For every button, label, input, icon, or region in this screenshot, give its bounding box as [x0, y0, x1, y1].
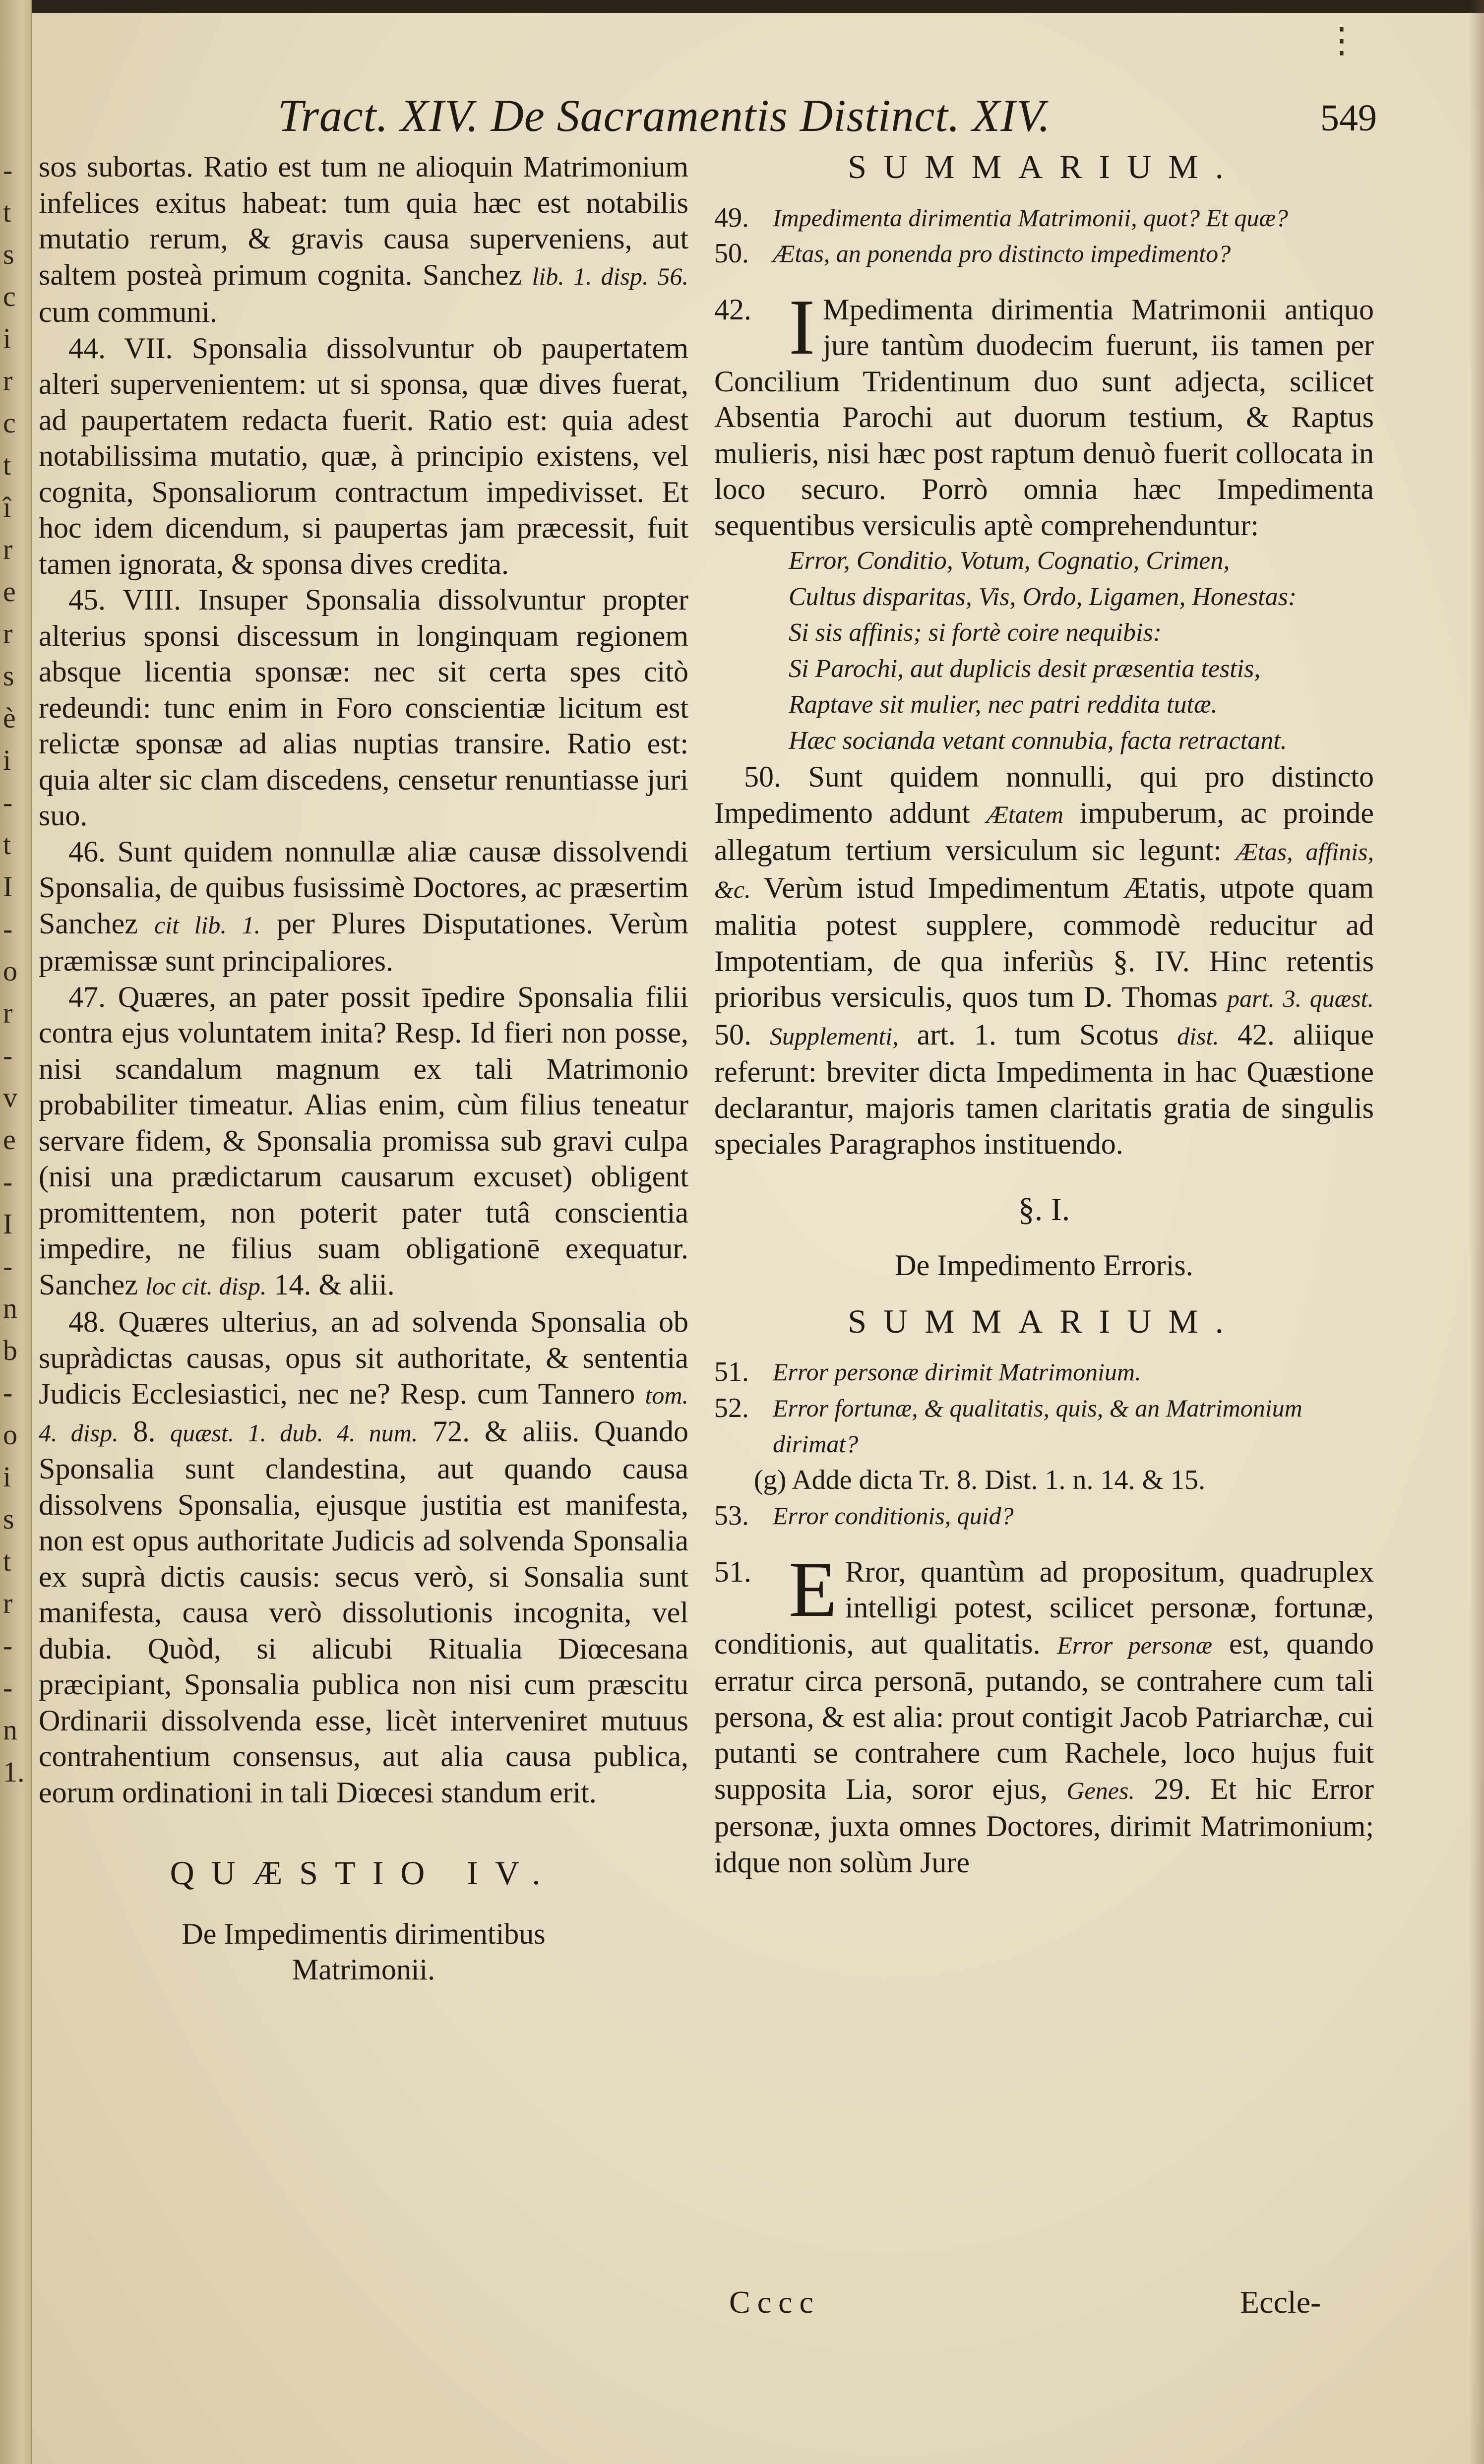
- edge-letter: o: [3, 955, 17, 987]
- paragraph-text: per Plures Disputationes. Verùm præmissæ sunt principaliores.: [39, 907, 688, 977]
- edge-letter: r: [3, 617, 13, 650]
- scan-top-edge: [0, 0, 1484, 13]
- signature-mark: Cccc: [729, 2284, 820, 2320]
- citation: tom. 4. disp.: [39, 1381, 688, 1447]
- paragraph-number: 45.: [68, 583, 106, 616]
- paragraph-text: cum communi.: [39, 296, 217, 328]
- catchword: Eccle-: [1240, 2284, 1321, 2320]
- citation: part. 3. quæst.: [1227, 985, 1374, 1012]
- edge-letter: I: [3, 870, 13, 903]
- verse-block: [714, 543, 1374, 759]
- edge-letter: -: [3, 1376, 13, 1409]
- quaestio-title-line-1: De Impedimentis dirimentibus: [182, 1917, 546, 1950]
- paragraph-text: Sunt quidem nonnullæ aliæ causæ dissolvendi Sponsalia, de quibus fusissimè Doctores, ac præsertim Sanchez: [39, 835, 688, 940]
- edge-letter: s: [3, 238, 14, 270]
- paragraph-text: Rror, quantùm ad propositum, quadruplex intelligi potest, scilicet personæ, fortunæ, conditionis, aut qualitatis.: [714, 1555, 1374, 1660]
- citation: Supplementi,: [769, 1022, 899, 1050]
- paragraph-text: Quæres ulterius, an ad solvenda Sponsalia ob supràdictas causas, opus sit authoritate, & sententia Judicis Ecclesiastici, nec ne? Resp. cum Tannero: [39, 1305, 688, 1410]
- paragraph-47: [39, 979, 688, 1304]
- spacer: [714, 1228, 1374, 1247]
- edge-letters: [3, 149, 26, 1793]
- edge-letter: 1.: [3, 1756, 25, 1788]
- summarium-number: 53.: [714, 1500, 749, 1531]
- summarium-list: [714, 200, 1374, 272]
- paragraph-text: Mpedimenta dirimentia Matrimonii antiquo jure tantùm duodecim fuerunt, iis tamen per Concilium Tridentinum duo sunt adjecta, scilicet Absentia Parochi aut duorum testium, & Raptus mulieris, nisi hæc post raptum denuò fuerit collocata in loco securo. Porrò omnia hæc Impedimenta sequentibus versiculis aptè comprehenduntur:: [714, 293, 1374, 542]
- footnote-text: (g) Adde dicta Tr. 8. Dist. 1. n. 14. & 15.: [754, 1464, 1206, 1495]
- summarium-list: [714, 1354, 1374, 1534]
- paragraph-text: 42. aliique referunt: breviter dicta Impedimenta in hac Quæstione declarantur, majoris tamen claritatis gratia de singulis speciales Paragraphos instituendo.: [714, 1018, 1374, 1160]
- summarium-number: 51.: [714, 1356, 749, 1387]
- edge-letter: s: [3, 660, 14, 692]
- paragraph-48: [39, 1304, 688, 1810]
- right-column: [714, 149, 1374, 1880]
- edge-letter: -: [3, 1166, 13, 1198]
- paragraph-text: 29. Et hic Error personæ, juxta omnes Doctores, dirimit Matrimonium; idque non solùm Jure: [714, 1772, 1374, 1879]
- spacer: [39, 1891, 688, 1916]
- italic-term: Error personæ: [1057, 1631, 1213, 1659]
- citation: dist.: [1177, 1022, 1219, 1050]
- paragraph-text: 72. & aliis. Quando Sponsalia sunt clandestina, aut quando causa dissolvens Sponsalia, ejusque justitia est manifesta, non est opus authoritate Judicis ad solvenda Sponsalia ex suprà dictis causis: secus verò, si Sonsalia sunt manifesta, causa verò dissolutionis incognita, vel dubia. Quòd, si alicubi Ritualia Diœcesana præcipiant, Sponsalia publica non nisi cum præscitu Ordinarii dissolvenda esse, licèt interveniret mutuus contrahentium consensus, aut alia causa publica, eorum ordinationi in tali Diœcesi standum erit.: [39, 1415, 689, 1809]
- paragraph-number: 48.: [68, 1305, 106, 1338]
- edge-letter: -: [3, 1039, 13, 1071]
- edge-letter: t: [3, 1545, 11, 1577]
- paragraph-text: art. 1. tum Scotus: [917, 1018, 1159, 1051]
- edge-letter: r: [3, 1587, 13, 1619]
- paragraph-text: sos subortas. Ratio est tum ne alioquin Matrimonium infelices exitus habeat: tum quia hæc est notabilis mutatio rerum, & gravis causa superveniens, aut saltem posteà primum cognita. Sanchez: [39, 150, 688, 291]
- summarium-text: Error conditionis, quid?: [773, 1502, 1014, 1530]
- paragraph-text: impuberum, ac proinde allegatum tertium versiculum sic legunt:: [714, 796, 1374, 866]
- paragraph-42: [714, 282, 1374, 544]
- verse-line: Error, Conditio, Votum, Cognatio, Crimen,: [789, 547, 1230, 575]
- summarium-text: Error personæ dirimit Matrimonium.: [773, 1358, 1141, 1386]
- paragraph-text: VIII. Insuper Sponsalia dissolvuntur propter alterius sponsi discessum in longinquam regionem absque licentia sponsæ: nec sit certa spes citò redeundi: tunc enim in Foro conscientiæ licitum est relictæ sponsæ ad alias nuptias transire. Ratio est: quia alter sic clam discedens, censetur renuntiasse juri suo.: [39, 583, 689, 832]
- paragraph-50: [714, 759, 1374, 1162]
- spacer: [714, 1162, 1374, 1192]
- footnote: [714, 1462, 1374, 1498]
- edge-letter: e: [3, 575, 16, 608]
- paragraph-text: 50.: [714, 1018, 751, 1051]
- left-column: [39, 149, 688, 1988]
- edge-letter: c: [3, 407, 16, 439]
- paragraph-text: VII. Sponsalia dissolvuntur ob paupertatem alteri supervenientem: ut si sponsa, quæ dives fuerat, ad paupertatem redacta fuerit. Ratio est: quia adest notabilissima mutatio, quæ, à principio existens, vel cognita, Sponsaliorum contractum impedivisset. Et hoc idem dicendum, si paupertas jam præcessit, fuit tamen ignorata, & sponsa dives credita.: [39, 331, 688, 580]
- edge-letter: r: [3, 365, 13, 397]
- quaestio-title-line-2: Matrimonii.: [292, 1953, 435, 1986]
- edge-letter: b: [3, 1334, 17, 1366]
- edge-letter: n: [3, 1714, 17, 1746]
- citation: lib. 1. disp. 56.: [532, 262, 688, 290]
- page-number: 549: [1320, 97, 1377, 139]
- edge-letter: i: [3, 744, 11, 776]
- citation: Genes.: [1066, 1776, 1135, 1804]
- paragraph-51: [714, 1544, 1374, 1881]
- summarium-number: 50.: [714, 238, 749, 269]
- verse-line: Raptave sit mulier, nec patri reddita tutæ.: [789, 690, 1218, 719]
- edge-letter: è: [3, 702, 16, 734]
- edge-letter: -: [3, 913, 13, 945]
- edge-letter: s: [3, 1503, 14, 1535]
- summarium-heading: SUMMARIUM.: [848, 148, 1240, 185]
- edge-letter: -: [3, 1250, 13, 1282]
- paragraph-number: 50.: [744, 760, 781, 793]
- summarium-item: [714, 1390, 1374, 1462]
- paragraph-45: [39, 582, 688, 834]
- spacer: [39, 1810, 688, 1855]
- drop-capital: E: [789, 1544, 837, 1633]
- summarium-text: Ætas, an ponenda pro distincto impedimento?: [773, 240, 1231, 267]
- paragraph-text: est, quando erratur circa personā, putando, se contrahere cum tali persona, & est alia: prout contigit Jacob Patriarchæ, cui putanti se contrahere cum Rachele, loco hujus fuit supposita Lia, soror ejus,: [714, 1627, 1374, 1805]
- edge-letter: i: [3, 322, 11, 355]
- edge-letter: c: [3, 280, 16, 312]
- section-title: De Impedimento Erroris.: [895, 1249, 1193, 1282]
- paragraph-text: Sunt quidem nonnulli, qui pro distincto Impedimento addunt: [714, 760, 1374, 829]
- summarium-number: 49.: [714, 202, 749, 233]
- paragraph-text: 8.: [133, 1415, 156, 1448]
- summarium-item: [714, 200, 1374, 236]
- quaestio-heading: QUÆSTIO IV.: [170, 1854, 557, 1892]
- edge-letter: I: [3, 1208, 13, 1240]
- paragraph-text: 14. & alii.: [274, 1268, 395, 1301]
- page-fold-shadow: [1469, 0, 1484, 2464]
- edge-letter: r: [3, 533, 13, 565]
- spacer: [714, 1284, 1374, 1303]
- edge-letter: t: [3, 449, 11, 481]
- section-mark: §. I.: [1018, 1191, 1070, 1228]
- summarium-text: Impedimenta dirimentia Matrimonii, quot? Et quæ?: [773, 203, 1288, 232]
- verse-line: Si Parochi, aut duplicis desit præsentia testis,: [789, 654, 1261, 683]
- summarium-number: 52.: [714, 1392, 749, 1423]
- spacer: [714, 185, 1374, 200]
- spacer: [714, 1339, 1374, 1354]
- edge-letter: r: [3, 997, 13, 1029]
- edge-letter: î: [3, 491, 11, 523]
- paragraph-continued: [39, 149, 688, 330]
- edge-letter: -: [3, 1629, 13, 1662]
- edge-letter: t: [3, 828, 11, 861]
- paragraph-number: 46.: [68, 835, 106, 868]
- summarium-item: [714, 236, 1374, 272]
- verse-line: Hæc socianda vetant connubia, facta retractant.: [789, 726, 1287, 755]
- edge-letter: e: [3, 1123, 16, 1156]
- edge-letter: v: [3, 1081, 17, 1113]
- verse-line: Cultus disparitas, Vis, Ordo, Ligamen, Honestas:: [789, 582, 1297, 611]
- italic-term: Ætatem: [986, 800, 1063, 828]
- italic-term: Ætas, affinis, &c.: [714, 838, 1374, 903]
- library-mark: ⋮: [1324, 20, 1359, 61]
- citation: cit lib. 1.: [154, 911, 261, 939]
- summarium-item: [714, 1498, 1374, 1534]
- edge-letter: -: [3, 154, 13, 186]
- drop-capital: I: [789, 282, 815, 371]
- paragraph-text: Quæres, an pater possit īpedire Sponsalia filii contra ejus voluntatem inita? Resp. Id fieri non posse, nisi scandalum magnum ex tali Matrimonio probabiliter timeatur. Alias enim, cùm filius teneatur servare fidem, & Sponsalia promissa sub gravi culpa (nisi una prædictarum causarum excuset) obligent promittentem, non poterit pater tutâ conscientia impedire, ne filius suam obligationē exequatur. Sanchez: [39, 980, 688, 1301]
- previous-page-edge: [0, 0, 32, 2464]
- edge-letter: t: [3, 196, 11, 228]
- paragraph-44: [39, 330, 688, 582]
- verse-line: Si sis affinis; si fortè coire nequibis:: [789, 618, 1162, 647]
- paragraph-number: 51.: [714, 1555, 751, 1588]
- edge-letter: i: [3, 1461, 11, 1493]
- citation: loc cit. disp.: [145, 1272, 267, 1300]
- paragraph-number: 42.: [714, 293, 751, 326]
- edge-letter: -: [3, 1671, 13, 1704]
- running-head: Tract. XIV. De Sacramentis Distinct. XIV.: [278, 90, 1051, 141]
- paragraph-number: 44.: [68, 331, 106, 365]
- edge-letter: o: [3, 1418, 17, 1451]
- paragraph-46: [39, 834, 688, 979]
- paragraph-number: 47.: [68, 980, 106, 1013]
- citation: quæst. 1. dub. 4. num.: [170, 1418, 418, 1447]
- summarium-item: [714, 1354, 1374, 1390]
- edge-letter: -: [3, 786, 13, 818]
- summarium-text: Error fortunæ, & qualitatis, quis, & an Matrimonium dirimat?: [773, 1394, 1302, 1458]
- paragraph-text: Verùm istud Impedimentum Ætatis, utpote quam malitia potest supplere, commodè reducitur ad Impotentiam, de qua inferiùs §. IV. Hinc retentis prioribus versiculis, quos tum D. Thomas: [714, 871, 1374, 1013]
- edge-letter: n: [3, 1292, 17, 1324]
- summarium-heading: SUMMARIUM.: [848, 1302, 1240, 1340]
